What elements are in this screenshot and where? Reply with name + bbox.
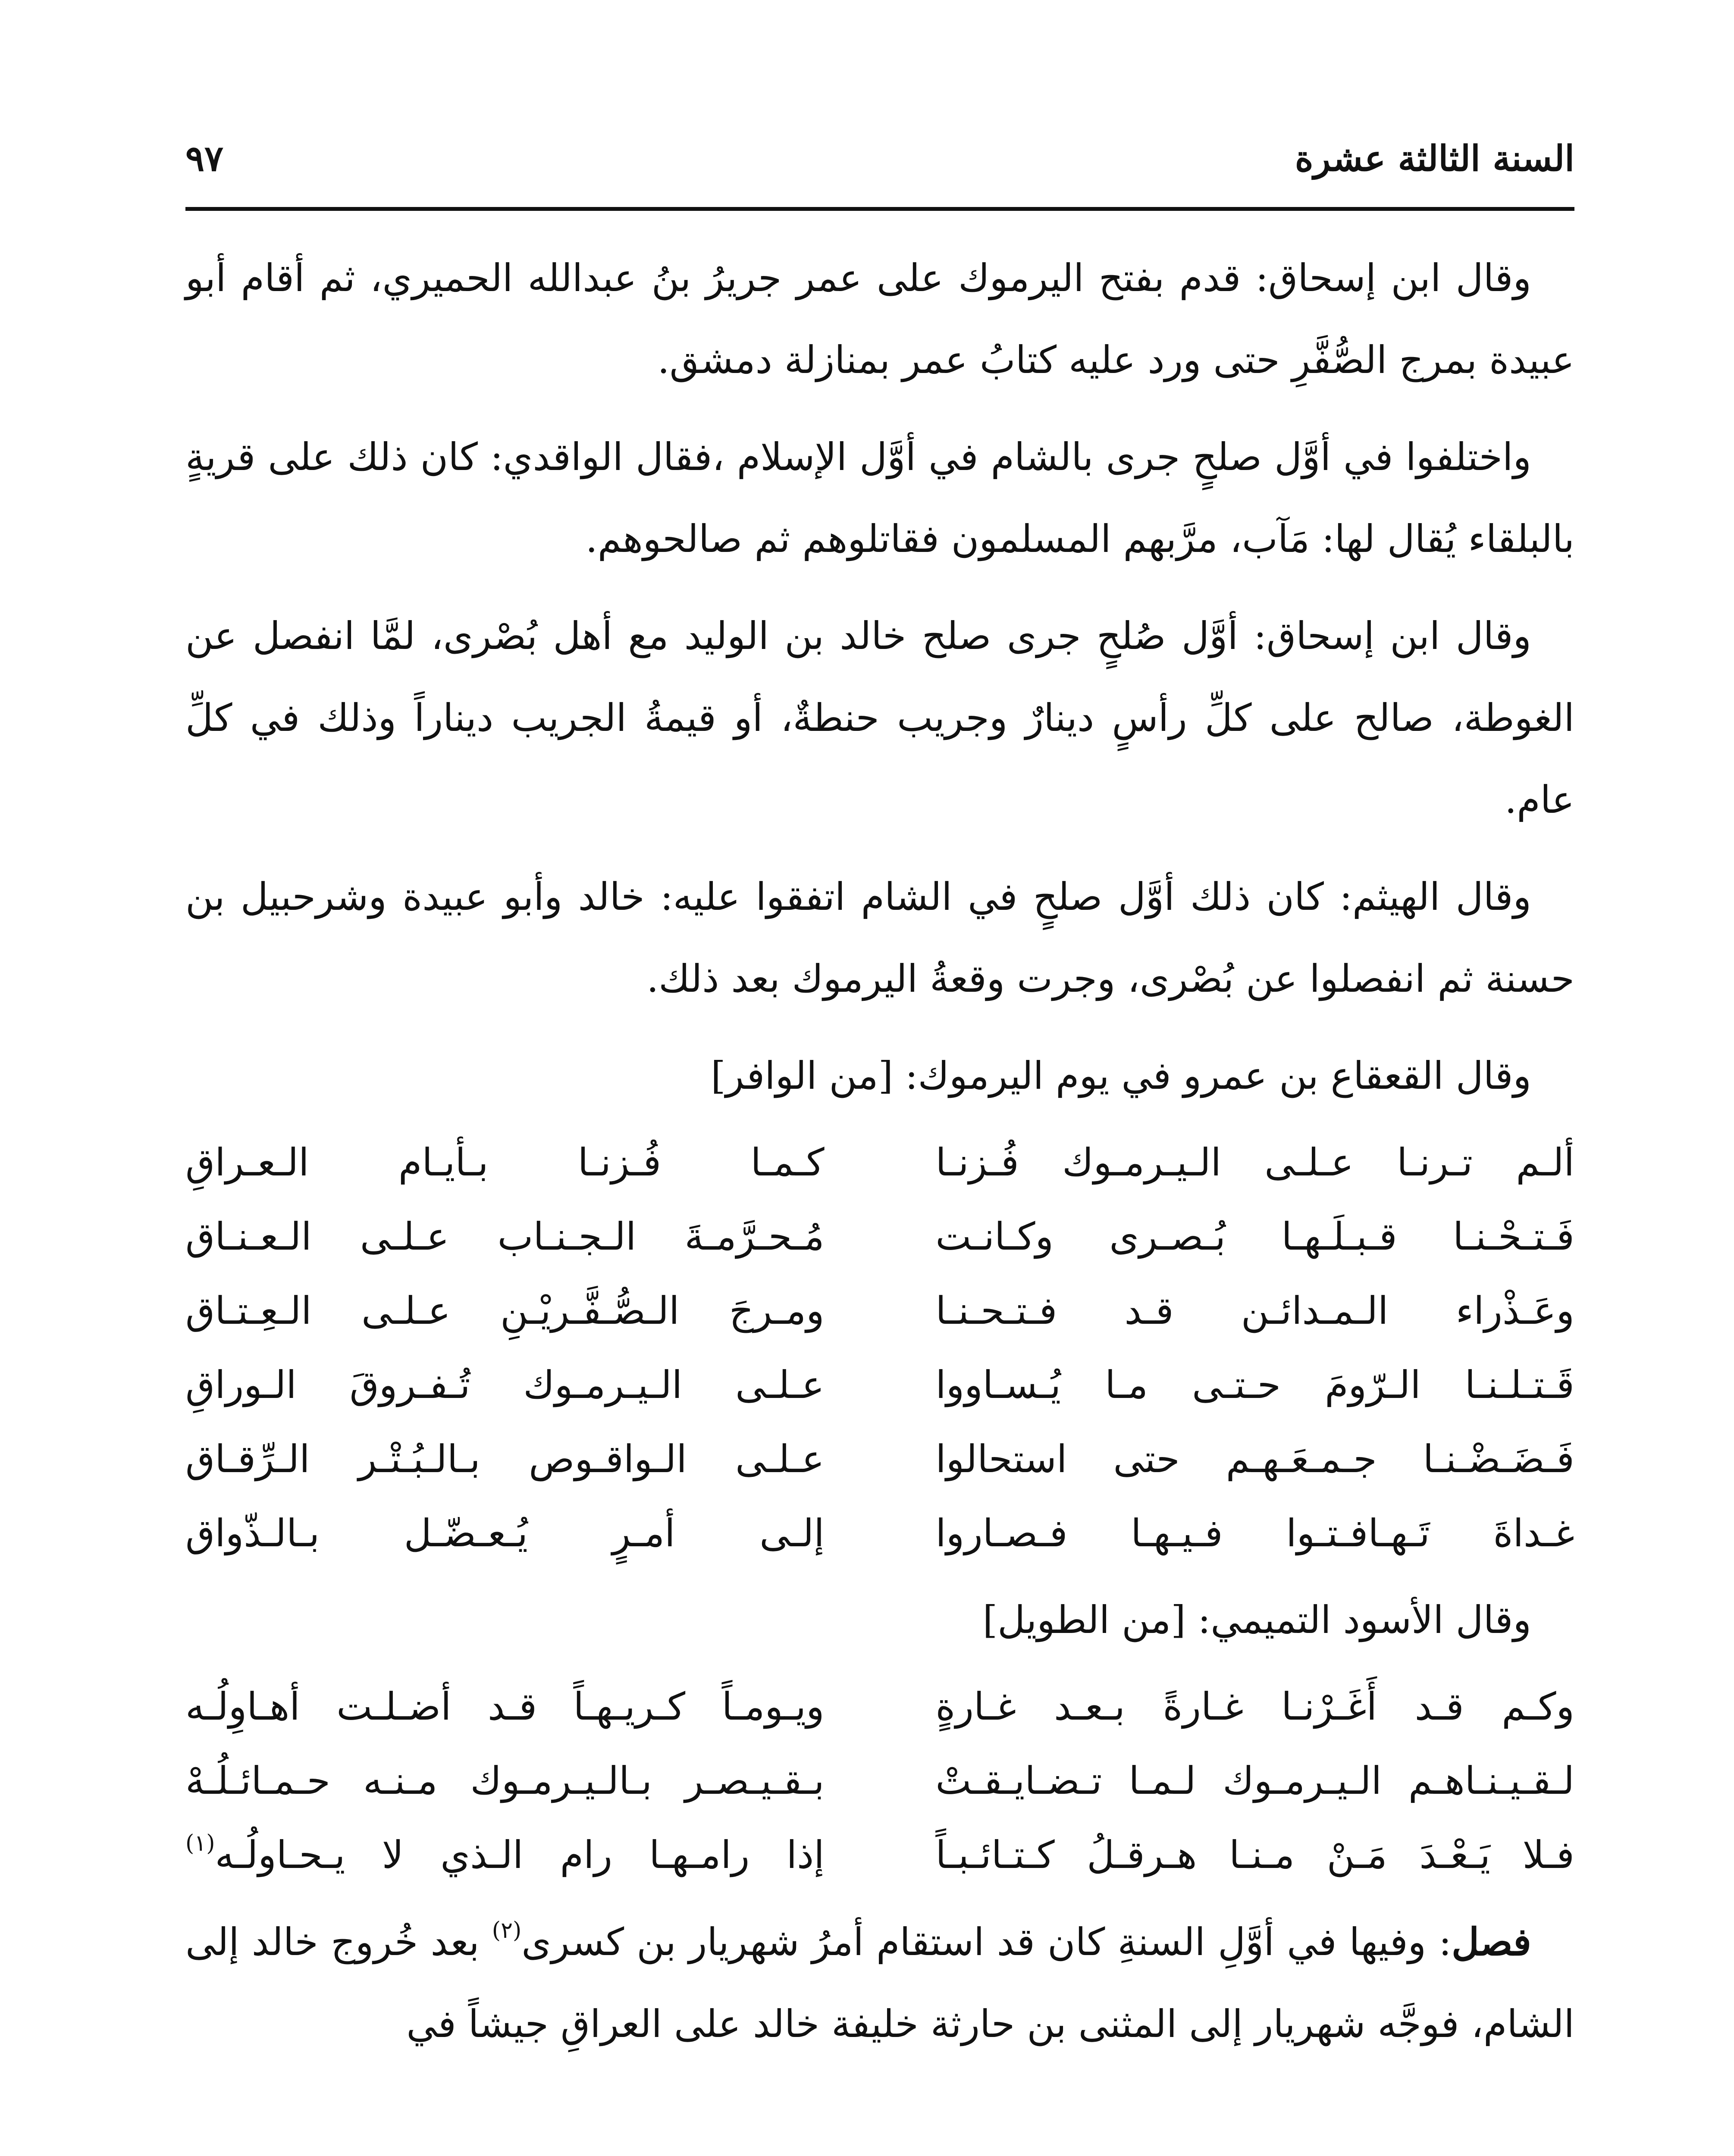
verse-line xyxy=(185,1496,1574,1570)
verse-first-hemistich: فَـضَـضْـنـا جـمـعَـهـم حتى استحالوا xyxy=(935,1437,1574,1481)
verse-line xyxy=(185,1422,1574,1496)
verse-second-hemistich: ومـرجَ الـصُّـفَّـريْـنِ عـلـى الـعِـتـاق xyxy=(185,1288,825,1333)
chapter-title: السنة الثالثة عشرة xyxy=(1295,138,1574,179)
verse-first-hemistich: وكـم قـد أَغَـرْنـا غـارةً بـعـد غـارةٍ xyxy=(935,1684,1574,1729)
verse-first-hemistich: وعَـذْراء الـمـدائـن قـد فـتـحـنـا xyxy=(935,1288,1574,1333)
section-label: فصل xyxy=(1451,1919,1531,1964)
poem-intro-aswad: وقال الأسود التميمي: [من الطويل] xyxy=(982,1598,1531,1642)
verse-second-hemistich xyxy=(185,1814,825,1896)
running-head xyxy=(185,129,1574,194)
paragraph-text: : وفيها في أوَّلِ السنةِ كان قد استقام أمرُ شهريار بن كسرى xyxy=(521,1920,1452,1964)
header-rule xyxy=(185,207,1574,211)
verse-first-hemistich: لـقـيـنـاهـم الـيـرمـوك لـمـا تـضـايـقـتْ xyxy=(935,1758,1574,1803)
verse-second-hemistich: إلـى أمـرٍ يُـعـضّـل بـالـذّواق xyxy=(185,1511,825,1555)
verse-second-hemistich: بـقـيـصـر بـالـيـرمـوك مـنـه حـمـائـلُـهْ xyxy=(185,1758,825,1803)
verse-first-hemistich: قَـتـلـنـا الـرّومَ حـتـى مـا يُـسـاووا xyxy=(935,1363,1574,1407)
main-text xyxy=(185,237,1574,2080)
paragraph-fasl xyxy=(185,1901,1574,2065)
verse-first-hemistich: فَـتـحْـنـا قـبـلَـهـا بُـصـرى وكـانـت xyxy=(935,1214,1574,1259)
paragraph-ibn-ishaq-1: وقال ابن إسحاق: قدم بفتح اليرموك على عمر جريرُ بنُ عبدالله الحميري، ثم أقام أبو عبيدة بمرج الصُّفَّرِ حتى ورد عليه كتابُ عمر بمنازلة دمشق. xyxy=(185,256,1574,382)
verse-line xyxy=(185,1200,1574,1274)
footnote-ref-1[interactable]: (١) xyxy=(185,1830,215,1856)
verse-second-hemistich: كـمـا فُـزنـا بـأيـام الـعـراقِ xyxy=(185,1140,825,1185)
verse-second-hemistich: مُـحـرَّمـةَ الـجـنـاب عـلـى الـعـنـاق xyxy=(185,1214,825,1259)
footnote-ref-2[interactable]: (٢) xyxy=(492,1918,522,1943)
verse-text: إذا رامـهـا رام الـذي لا يـحـاولُـه xyxy=(215,1833,825,1877)
verse-line xyxy=(185,1744,1574,1818)
verse-line xyxy=(185,1274,1574,1348)
poem-aswad xyxy=(185,1670,1574,1892)
paragraph-text-continued: بعد خُروج خالد إلى الشام، فوجَّه شهريار إلى المثنى بن حارثة خليفة خالد على العراقِ جيشاً في xyxy=(185,1920,1574,2046)
verse-first-hemistich: فـلا يَـعْـدَ مَـنْ مـنـا هـرقـلُ كـتـائـبـاً xyxy=(935,1833,1574,1877)
poem-qaqaa xyxy=(185,1125,1574,1570)
verse-second-hemistich: عـلـى الـواقـوص بـالـبُـتْـر الـرِّقـاق xyxy=(185,1437,825,1481)
verse-line xyxy=(185,1670,1574,1744)
poem-intro-qaqaa: وقال القعقاع بن عمرو في يوم اليرموك: [من الوافر] xyxy=(711,1053,1531,1098)
verse-second-hemistich: ويـومـاً كـريـهـاً قـد أضـلـت أهـاوِلُـه xyxy=(185,1684,825,1729)
verse-first-hemistich: ألـم تـرنـا عـلـى الـيـرمـوك فُـزنـا xyxy=(935,1140,1574,1185)
verse-line xyxy=(185,1125,1574,1200)
page-number: ٩٧ xyxy=(185,138,224,179)
verse-first-hemistich: غـداةَ تَـهـافـتـوا فـيـهـا فـصـاروا xyxy=(935,1511,1574,1555)
verse-second-hemistich: عـلـى الـيـرمـوك تُـفـروقَ الـوراقِ xyxy=(185,1363,825,1407)
verse-line xyxy=(185,1818,1574,1892)
paragraph-first-treaty: واختلفوا في أوَّل صلحٍ جرى بالشام في أوَّل الإسلام ،فقال الواقدي: كان ذلك على قريةٍ بالبلقاء يُقال لها: مَآب، مرَّبهم المسلمون فقاتلوهم ثم صالحوهم. xyxy=(185,435,1574,561)
verse-line xyxy=(185,1348,1574,1422)
paragraph-haytham: وقال الهيثم: كان ذلك أوَّل صلحٍ في الشام اتفقوا عليه: خالد وأبو عبيدة وشرحبيل بن حسنة ثم انفصلوا عن بُصْرى، وجرت وقعةُ اليرموك بعد ذلك. xyxy=(185,874,1574,1001)
paragraph-ibn-ishaq-2: وقال ابن إسحاق: أوَّل صُلحٍ جرى صلح خالد بن الوليد مع أهل بُصْرى، لمَّا انفصل عن الغوطة، صالح على كلِّ رأسٍ دينارٌ وجريب حنطةٌ، أو قيمةُ الجريب ديناراً وذلك في كلِّ عام. xyxy=(185,614,1574,822)
